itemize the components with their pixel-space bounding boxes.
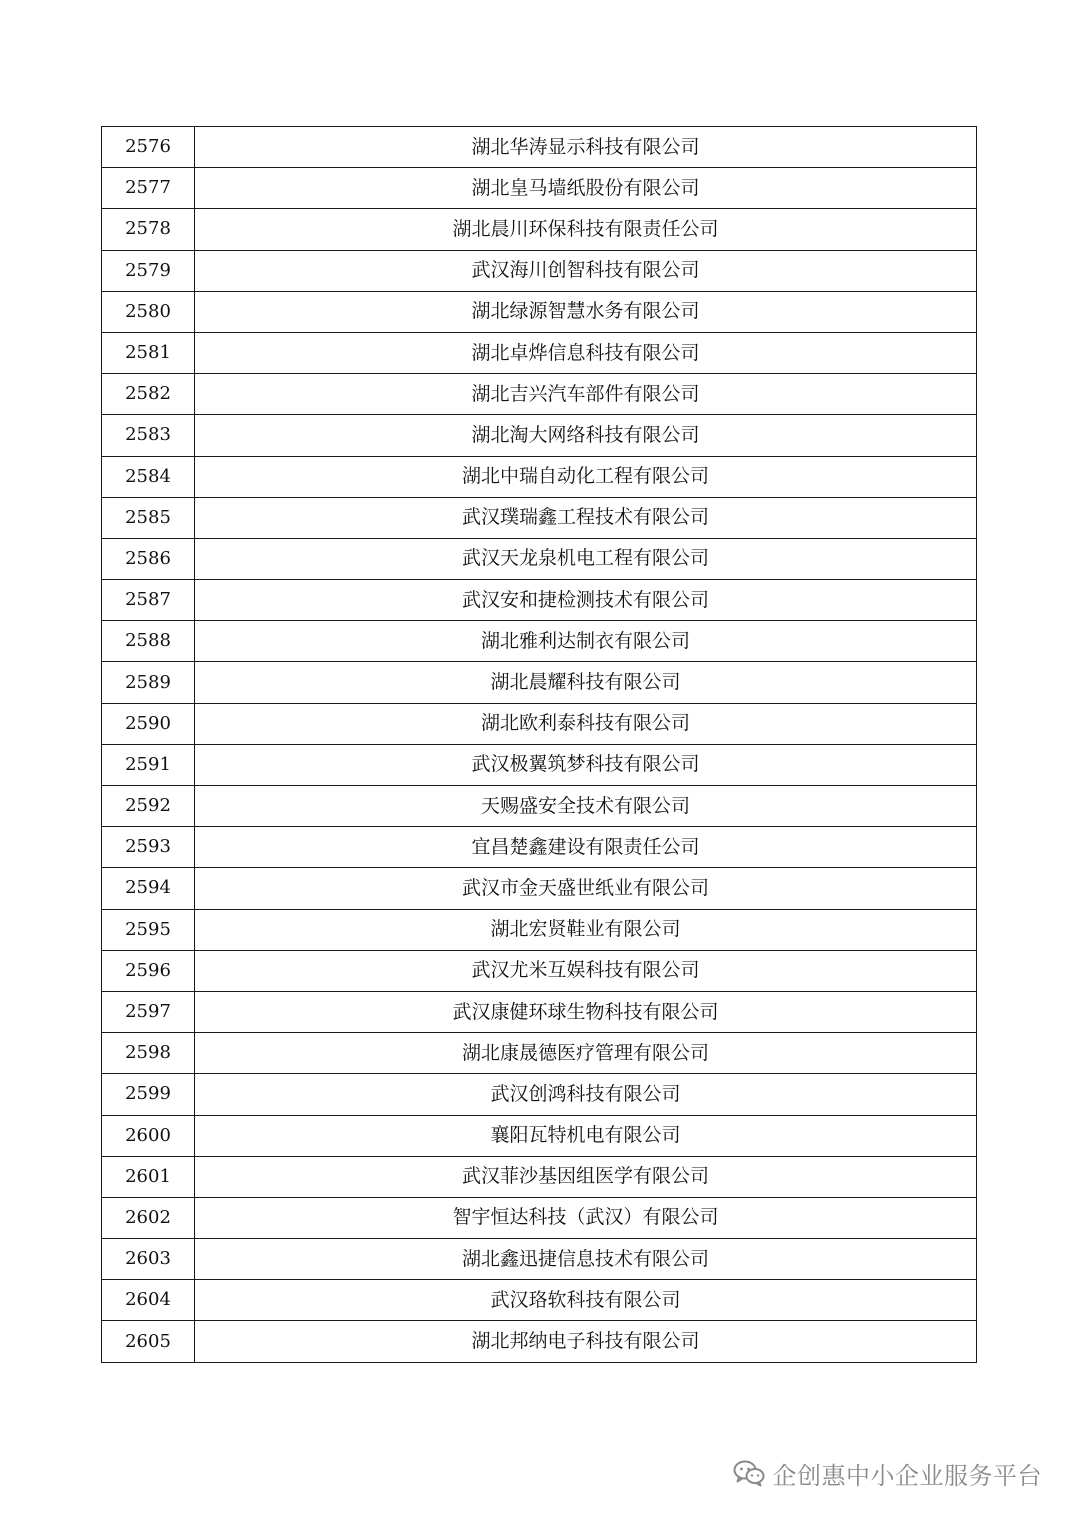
- table-row: [102, 662, 977, 703]
- company-table: [101, 126, 977, 1363]
- row-number: 2605: [102, 1321, 195, 1362]
- row-number: 2584: [102, 456, 195, 497]
- company-name: 湖北绿源智慧水务有限公司: [195, 291, 977, 332]
- row-number: 2588: [102, 621, 195, 662]
- company-name: 湖北中瑞自动化工程有限公司: [195, 456, 977, 497]
- watermark-text: 企创惠中小企业服务平台: [772, 1461, 1042, 1490]
- table-row: [102, 703, 977, 744]
- company-name: 武汉菲沙基因组医学有限公司: [195, 1156, 977, 1197]
- row-number: 2599: [102, 1074, 195, 1115]
- table-row: [102, 1197, 977, 1238]
- table-row: [102, 1280, 977, 1321]
- company-name: 湖北晨耀科技有限公司: [195, 662, 977, 703]
- table-row: [102, 1156, 977, 1197]
- row-number: 2591: [102, 744, 195, 785]
- company-name: 武汉海川创智科技有限公司: [195, 250, 977, 291]
- row-number: 2590: [102, 703, 195, 744]
- company-name: 武汉康健环球生物科技有限公司: [195, 991, 977, 1032]
- table-row: [102, 1321, 977, 1362]
- table-row: [102, 209, 977, 250]
- company-name: 湖北淘大网络科技有限公司: [195, 415, 977, 456]
- row-number: 2601: [102, 1156, 195, 1197]
- company-name: 湖北邦纳电子科技有限公司: [195, 1321, 977, 1362]
- row-number: 2576: [102, 127, 195, 168]
- company-name: 武汉市金天盛世纸业有限公司: [195, 868, 977, 909]
- row-number: 2586: [102, 538, 195, 579]
- company-name: 武汉珞软科技有限公司: [195, 1280, 977, 1321]
- company-name: 宜昌楚鑫建设有限责任公司: [195, 827, 977, 868]
- table-row: [102, 456, 977, 497]
- table-row: [102, 786, 977, 827]
- row-number: 2577: [102, 168, 195, 209]
- wechat-icon: [733, 1459, 765, 1487]
- company-name: 天赐盛安全技术有限公司: [195, 786, 977, 827]
- company-name: 湖北晨川环保科技有限责任公司: [195, 209, 977, 250]
- table-row: [102, 415, 977, 456]
- row-number: 2598: [102, 1033, 195, 1074]
- row-number: 2592: [102, 786, 195, 827]
- row-number: 2578: [102, 209, 195, 250]
- company-name: 武汉璞瑞鑫工程技术有限公司: [195, 497, 977, 538]
- row-number: 2587: [102, 580, 195, 621]
- watermark: [733, 1458, 1043, 1488]
- company-name: 湖北欧利泰科技有限公司: [195, 703, 977, 744]
- table-row: [102, 168, 977, 209]
- company-name: 湖北雅利达制衣有限公司: [195, 621, 977, 662]
- row-number: 2581: [102, 332, 195, 373]
- company-name: 湖北鑫迅捷信息技术有限公司: [195, 1239, 977, 1280]
- row-number: 2604: [102, 1280, 195, 1321]
- table-row: [102, 127, 977, 168]
- row-number: 2597: [102, 991, 195, 1032]
- company-name: 武汉创鸿科技有限公司: [195, 1074, 977, 1115]
- table-row: [102, 1115, 977, 1156]
- row-number: 2594: [102, 868, 195, 909]
- table-row: [102, 1239, 977, 1280]
- row-number: 2596: [102, 950, 195, 991]
- company-name: 智宇恒达科技（武汉）有限公司: [195, 1197, 977, 1238]
- table-row: [102, 291, 977, 332]
- company-name: 襄阳瓦特机电有限公司: [195, 1115, 977, 1156]
- table-row: [102, 744, 977, 785]
- company-name: 武汉安和捷检测技术有限公司: [195, 580, 977, 621]
- table-row: [102, 580, 977, 621]
- table-row: [102, 1033, 977, 1074]
- company-name: 湖北卓烨信息科技有限公司: [195, 332, 977, 373]
- table-row: [102, 497, 977, 538]
- row-number: 2595: [102, 909, 195, 950]
- row-number: 2582: [102, 374, 195, 415]
- row-number: 2602: [102, 1197, 195, 1238]
- table-row: [102, 332, 977, 373]
- company-name: 武汉天龙泉机电工程有限公司: [195, 538, 977, 579]
- row-number: 2583: [102, 415, 195, 456]
- company-name: 湖北吉兴汽车部件有限公司: [195, 374, 977, 415]
- row-number: 2593: [102, 827, 195, 868]
- company-name: 湖北康晟德医疗管理有限公司: [195, 1033, 977, 1074]
- company-name: 湖北皇马墙纸股份有限公司: [195, 168, 977, 209]
- table-row: [102, 1074, 977, 1115]
- row-number: 2580: [102, 291, 195, 332]
- table-row: [102, 621, 977, 662]
- row-number: 2600: [102, 1115, 195, 1156]
- company-name: 湖北宏贤鞋业有限公司: [195, 909, 977, 950]
- company-name: 武汉极翼筑梦科技有限公司: [195, 744, 977, 785]
- table-row: [102, 950, 977, 991]
- table-row: [102, 827, 977, 868]
- row-number: 2579: [102, 250, 195, 291]
- company-name: 武汉尤米互娱科技有限公司: [195, 950, 977, 991]
- table-body: [102, 127, 977, 1363]
- table-row: [102, 909, 977, 950]
- row-number: 2589: [102, 662, 195, 703]
- company-name: 湖北华涛显示科技有限公司: [195, 127, 977, 168]
- table-row: [102, 374, 977, 415]
- table-row: [102, 868, 977, 909]
- table-row: [102, 991, 977, 1032]
- row-number: 2585: [102, 497, 195, 538]
- row-number: 2603: [102, 1239, 195, 1280]
- table-row: [102, 538, 977, 579]
- company-table-container: [101, 126, 977, 1363]
- table-row: [102, 250, 977, 291]
